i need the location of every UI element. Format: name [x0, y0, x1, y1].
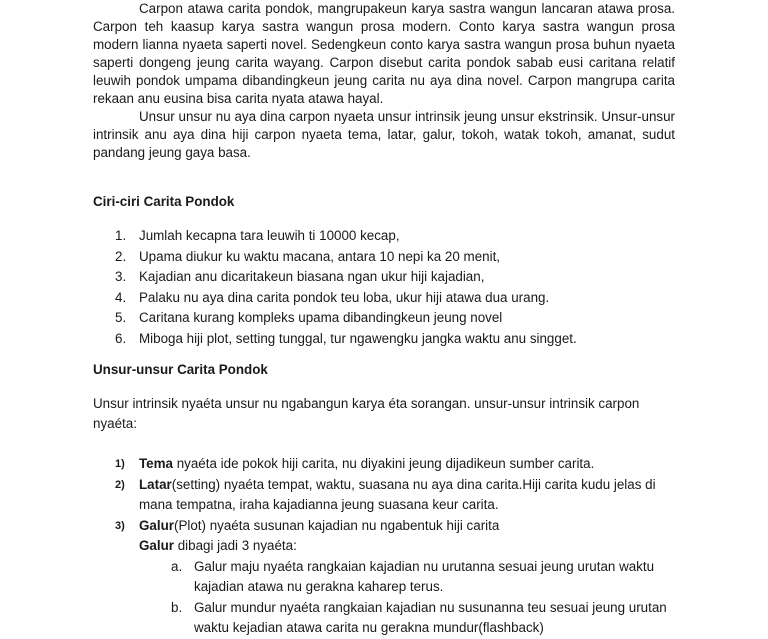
list-item-tema: 1) Tema nyaéta ide pokok hiji carita, nu diyakini jeung dijadikeun sumber carita. [115, 456, 595, 471]
list-item-latar: 2) Latar(setting) nyaéta tempat, waktu, suasana nu aya dina carita.Hiji carita kudu jelas di mana tempatna, iraha kajadianna jeung suasana keur carita. [115, 476, 656, 512]
list-item-galur: 3) Galur(Plot) nyaéta susunan kajadian nu ngabentuk hiji carita Galur dibagi jadi 3 nyaéta: a. Galur maju nyaéta rangkaian kajadian nu urutanna sesuai jeung urutan waktu kajadian atawa nu gerakna kaharep terus. b. Galur mundur nyaéta rangkaian kajadian nu susunanna teu sesuai jeung urutan waktu kejadian atawa carita nu gerakna mundur(flashback) [93, 516, 675, 639]
paragraph-unsur: Unsur unsur nu aya dina carpon nyaeta unsur intrinsik jeung unsur ekstrinsik. Unsur-unsur intrinsik anu aya dina hiji carpon nyaeta tema, latar, galur, tokoh, watak tokoh, amanat, sudut pandang jeung gaya basa. [93, 109, 675, 160]
list-item: 1. Jumlah kecapna tara leuwih ti 10000 kecap, [115, 228, 400, 243]
list-item: 3. Kajadian anu dicaritakeun biasana ngan ukur hiji kajadian, [115, 269, 485, 284]
heading-unsur-unsur: Unsur-unsur Carita Pondok [93, 362, 268, 377]
ciri-list [93, 226, 577, 349]
list-item: 5. Caritana kurang kompleks upama dibandingkeun jeung novel [115, 310, 503, 325]
galur-sublist [139, 557, 675, 639]
list-item: 2. Upama diukur ku waktu macana, antara 10 nepi ka 20 menit, [115, 248, 501, 264]
heading-ciri-ciri: Ciri-ciri Carita Pondok [93, 194, 235, 209]
sub-item: b. Galur mundur nyaéta rangkaian kajadian nu susunanna teu sesuai jeung urutan waktu kejadian atawa carita nu gerakna mundur(flashback) [171, 599, 667, 635]
paragraph-definition: Carpon atawa carita pondok, mangrupakeun karya sastra wangun lancaran atawa prosa. Carpon teh kaasup karya sastra wangun prosa modern. Conto karya sastra wangun prosa modern lianna nyaeta saperti novel. Sedengkeun conto karya sastra wangun prosa buhun nyaeta saperti dongeng jeung carita wayang. Carpon disebut carita pondok sabab eusi caritana relatif leuwih pondok umpama dibandingkeun jeung carita nu aya dina novel. Carpon mangrupa carita rekaan anu eusina bisa carita nyata atawa hayal. [93, 1, 675, 106]
paragraph-intrinsik: Unsur intrinsik nyaéta unsur nu ngabangun karya éta sorangan. unsur-unsur intrinsik carpon nyaéta: [93, 396, 640, 431]
list-item: 4. Palaku nu aya dina carita pondok teu loba, ukur hiji atawa dua urang. [115, 289, 550, 305]
unsur-list [93, 454, 675, 639]
list-item: 6. Miboga hiji plot, setting tunggal, tur ngawengku jangka waktu anu singget. [115, 330, 577, 346]
sub-item: a. Galur maju nyaéta rangkaian kajadian nu urutanna sesuai jeung urutan waktu kajadian atawa nu gerakna kaharep terus. [171, 558, 655, 594]
